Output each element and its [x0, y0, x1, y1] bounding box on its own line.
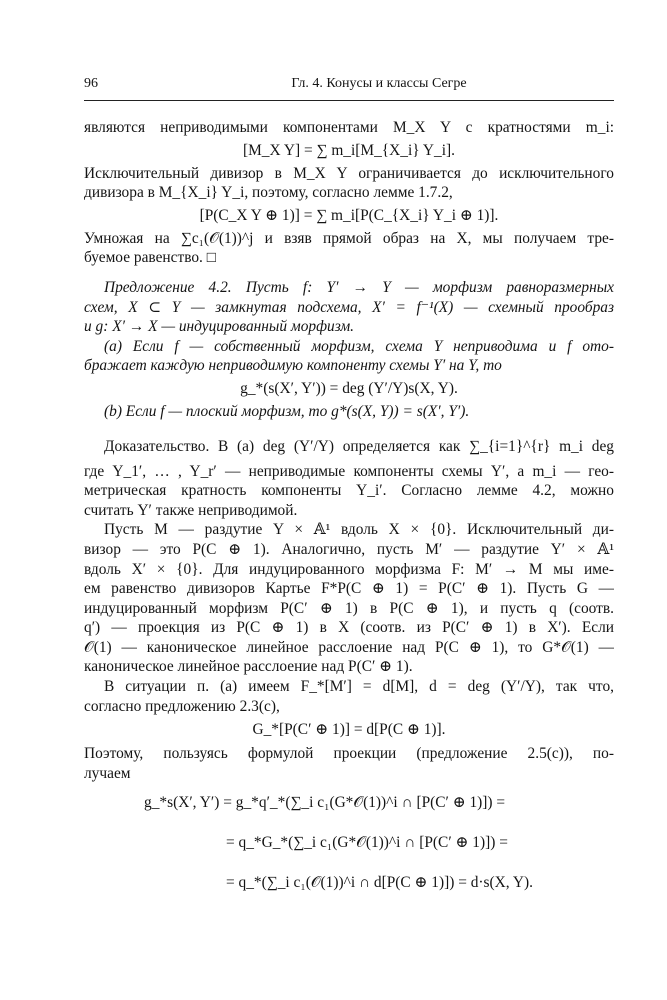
- display-equation: [M_X Y] = ∑ m_i[M_{X_i} Y_i].: [243, 141, 455, 159]
- display-equation: g_*(s(X′, Y′)) = deg (Y′/Y)s(X, Y).: [240, 379, 458, 397]
- page-number: 96: [84, 76, 98, 91]
- text-line: визор — это P(C ⊕ 1). Аналогично, пусть M′ — раздутие Y′ × 𝔸¹: [84, 540, 614, 558]
- text-line: индуцированный морфизм P(C′ ⊕ 1) в P(C ⊕ 1), и пусть q (соотв.: [84, 599, 614, 617]
- text-line: согласно предложению 2.3(c),: [84, 697, 280, 715]
- text-line: q′) — проекция из P(C ⊕ 1) в X (соотв. из P(C′ ⊕ 1) в X′). Если: [84, 619, 614, 637]
- text-line: схем, X ⊂ Y — замкнутая подсхема, X′ = f⁻¹(X) — схемный прообраз: [84, 298, 614, 316]
- text-line: бражает каждую неприводимую компоненту схемы Y′ на Y, то: [84, 357, 502, 375]
- display-equation: [P(C_X Y ⊕ 1)] = ∑ m_i[P(C_{X_i} Y_i ⊕ 1)].: [199, 206, 499, 224]
- text-line: (b) Если f — плоский морфизм, то g*(s(X, Y)) = s(X′, Y′).: [104, 402, 470, 420]
- text-line: В ситуации п. (a) имеем F_*[M′] = d[M], d = deg (Y′/Y), так что,: [104, 678, 614, 696]
- text-line: и g: X′ → X — индуцированный морфизм.: [84, 318, 355, 336]
- running-title: Гл. 4. Конусы и классы Сегре: [291, 76, 467, 91]
- text-line: (a) Если f — собственный морфизм, схема Y неприводима и f ото-: [104, 337, 614, 355]
- proposition-heading: Предложение 4.2. Пусть f: Y′ → Y — морфизм равноразмерных: [104, 278, 614, 296]
- text-line: являются неприводимыми компонентами M_X Y с кратностями m_i:: [84, 119, 614, 136]
- book-page: [84, 76, 614, 892]
- text-line: каноническое линейное расслоение над P(C′ ⊕ 1).: [84, 658, 413, 676]
- text-line: метрическая кратность компоненты Y_i′. Согласно лемме 4.2, можно: [84, 482, 614, 500]
- page-header: [84, 76, 614, 100]
- display-equation: = q_*G_*(∑_i c₁(G*𝒪(1))^i ∩ [P(C′ ⊕ 1)]) =: [226, 834, 508, 852]
- page-body: [84, 118, 614, 903]
- display-equation: G_*[P(C′ ⊕ 1)] = d[P(C ⊕ 1)].: [252, 721, 446, 739]
- text-line: Пусть M — раздутие Y × 𝔸¹ вдоль X × {0}. Исключительный ди-: [104, 521, 614, 539]
- text-line: Умножая на ∑c₁(𝒪(1))^j и взяв прямой образ на X, мы получаем тре-: [84, 229, 614, 247]
- text-line: где Y_1′, … , Y_r′ — неприводимые компоненты схемы Y′, а m_i — гео-: [84, 462, 614, 480]
- proof-start: Доказательство. В (a) deg (Y′/Y) определяется как ∑_{i=1}^{r} m_i deg: [104, 437, 614, 455]
- display-equation: g_*s(X′, Y′) = g_*q′_*(∑_i c₁(G*𝒪(1))^i ∩ [P(C′ ⊕ 1)]) =: [144, 794, 506, 812]
- text-line: лучаем: [84, 764, 131, 782]
- text-line: дивизора в M_{X_i} Y_i, поэтому, согласно лемме 1.7.2,: [84, 184, 453, 202]
- text-line: считать Y′ также неприводимой.: [84, 501, 298, 519]
- text-line: 𝒪(1) — каноническое линейное расслоение над P(C ⊕ 1), то G*𝒪(1) —: [84, 638, 614, 656]
- text-line: вдоль X′ × {0}. Для индуцированного морфизма F: M′ → M мы име-: [84, 560, 614, 578]
- text-line: Поэтому, пользуясь формулой проекции (предложение 2.5(c)), по-: [84, 745, 614, 763]
- display-equation: = q_*(∑_i c₁(𝒪(1))^i ∩ d[P(C ⊕ 1)]) = d·s(X, Y).: [226, 874, 533, 892]
- text-line: буемое равенство. □: [84, 249, 217, 267]
- text-line: ем равенство дивизоров Картье F*P(C ⊕ 1) = P(C′ ⊕ 1). Пусть G —: [84, 580, 614, 598]
- header-rule: [84, 100, 614, 101]
- text-line: Исключительный дивизор в M_X Y ограничивается до исключительного: [84, 164, 614, 182]
